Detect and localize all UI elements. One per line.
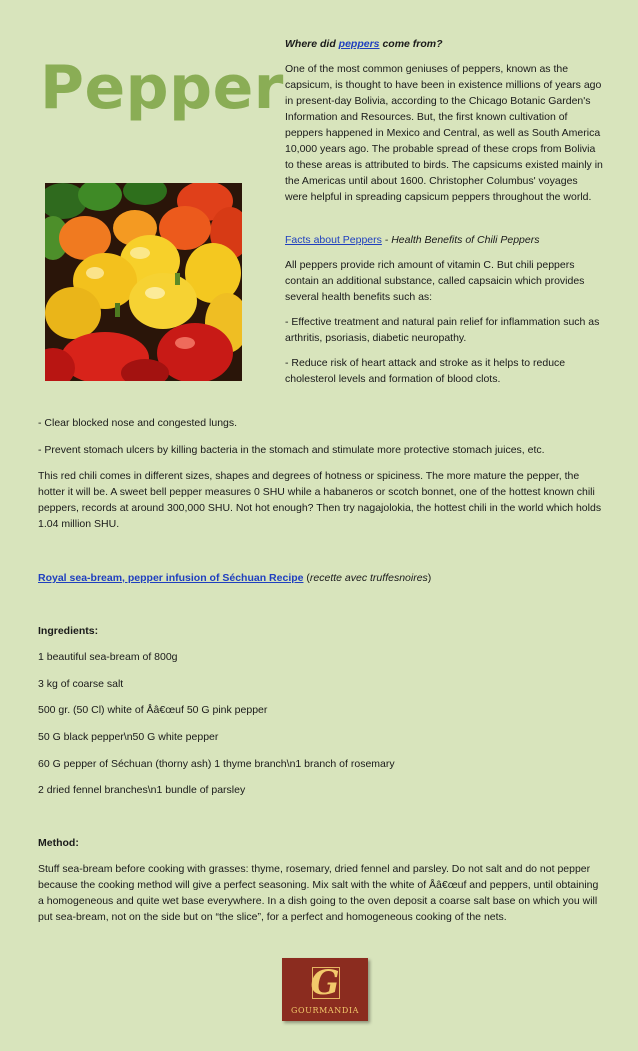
method-heading: Method: [38,837,79,849]
benefit-item: - Prevent stomach ulcers by killing bacteria in the stomach and stimulate more protective stomach juices, etc. [38,444,545,456]
hotness-paragraph: This red chili comes in different sizes, shapes and degrees of hotness or spiciness. The more mature the pepper, the hotter it will be. A sweet bell pepper measures 0 SHU while a habaneros or scotch bonnet, one of the hottest known chili peppers, records at around 300,000 SHU. Not hot enough? Then try nagajolokia, the hottest chili in the world which holds 1.04 million SHU. [38,470,602,530]
gourmandia-logo [282,958,368,1021]
ingredient-item: 3 kg of coarse salt [38,678,124,690]
recipe-note: recette avec truffesnoires [309,572,428,584]
intro-column [285,36,603,396]
ingredient-item: 1 beautiful sea-bream of 800g [38,651,178,663]
ingredient-item: 60 G pepper of Séchuan (thorny ash) 1 thyme branch\n1 branch of rosemary [38,758,395,770]
facts-paragraph: All peppers provide rich amount of vitamin C. But chili peppers contain an additional substance, called capsaicin which provides several health benefits such as: [285,259,585,303]
page-title: Pepper [40,53,284,123]
ingredient-item: 500 gr. (50 Cl) white of Åâ€œuf 50 G pink pepper [38,704,268,716]
facts-subtitle: - Health Benefits of Chili Peppers [381,234,540,246]
ingredient-item: 2 dried fennel branches\n1 bundle of parsley [38,784,246,796]
benefit-item: - Clear blocked nose and congested lungs. [38,417,238,429]
pepper-photo [45,183,242,381]
logo-text: GOURMANDIA [290,1006,360,1015]
peppers-link[interactable]: peppers [338,38,380,50]
benefit-item: - Effective treatment and natural pain relief for inflammation such as arthritis, psoriasis, diabetic neuropathy. [285,316,600,344]
intro-heading: Where did peppers come from? [285,38,443,50]
ingredient-item: 50 G black pepper\n50 G white pepper [38,731,219,743]
method-paragraph: Stuff sea-bream before cooking with grasses: thyme, rosemary, dried fennel and parsley. Do not salt and do not pepper because the cooking method will give a perfect seasoning. Mix salt with the white of Åâ€œuf and peppers, until obtaining a homogeneous and quite wet base everywhere. In a dish going to the oven deposit a coarse salt base on which you will put sea-bream, not on the side but on “the slice”, for a perfect and homogeneous cooking of the nets. [38,863,599,923]
benefit-item: - Reduce risk of heart attack and stroke as it helps to reduce cholesterol levels and formation of blood clots. [285,357,566,385]
logo-letter: G [310,963,340,1003]
recipe-heading: Royal sea-bream, pepper infusion of Séchuan Recipe (recette avec truffesnoires) [38,572,432,584]
facts-about-peppers-link[interactable]: Facts about Peppers [285,234,382,246]
recipe-link[interactable]: Royal sea-bream, pepper infusion of Séchuan Recipe [38,572,304,584]
ingredients-heading: Ingredients: [38,625,99,637]
facts-heading [285,232,603,248]
intro-paragraph: One of the most common geniuses of peppers, known as the capsicum, is thought to have been in existence millions of years ago in present-day Bolivia, according to the Chicago Botanic Garden's Information and Resources. But, the first known cultivation of peppers happened in Mexico and Central, as well as South America 10,000 years ago. The probable spread of these crops from Bolivia to these areas is attributed to birds. The capsicums existed mainly in the Americas until about 1600. Christopher Columbus' voyages were helpful in spreading capsicum peppers throughout the world. [285,63,603,203]
